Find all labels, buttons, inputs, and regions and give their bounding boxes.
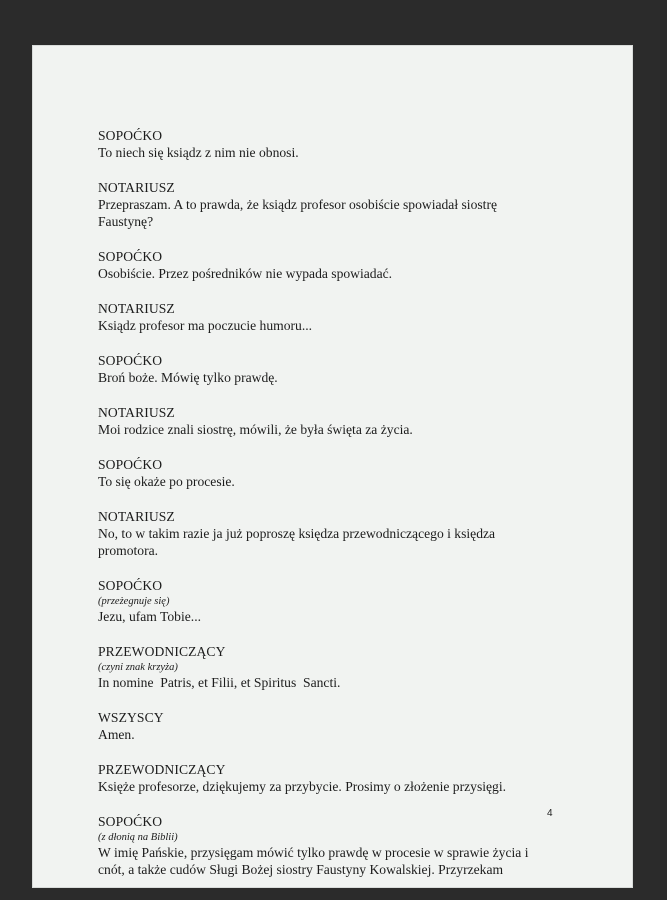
dialogue-block <box>98 404 538 438</box>
dialogue-block <box>98 127 538 161</box>
dialogue-block <box>98 248 538 282</box>
speaker-name: SOPOĆKO <box>98 457 163 472</box>
stage-direction: (z dłonią na Biblii) <box>98 832 178 843</box>
dialogue-line: Amen. <box>98 727 135 742</box>
speaker-name: SOPOĆKO <box>98 353 163 368</box>
speaker-name: PRZEWODNICZĄCY <box>98 644 226 659</box>
dialogue-line: Jezu, ufam Tobie... <box>98 609 201 624</box>
dialogue-line: To się okaże po procesie. <box>98 474 235 489</box>
speaker-name: SOPOĆKO <box>98 249 163 264</box>
script-text <box>98 127 538 896</box>
dialogue-line: Broń boże. Mówię tylko prawdę. <box>98 370 278 385</box>
dialogue-block <box>98 508 538 559</box>
dialogue-line: In nomine Patris, et Filii, et Spiritus Sancti. <box>98 675 341 690</box>
dialogue-line: Ksiądz profesor ma poczucie humoru... <box>98 318 313 333</box>
speaker-name: SOPOĆKO <box>98 128 163 143</box>
speaker-name: NOTARIUSZ <box>98 301 175 316</box>
dialogue-block <box>98 709 538 743</box>
dialogue-block <box>98 761 538 795</box>
speaker-name: SOPOĆKO <box>98 814 163 829</box>
dialogue-line: Księże profesorze, dziękujemy za przybycie. Prosimy o złożenie przysięgi. <box>98 779 507 794</box>
speaker-name: NOTARIUSZ <box>98 180 175 195</box>
speaker-name: WSZYSCY <box>98 710 164 725</box>
dialogue-block <box>98 643 538 691</box>
dialogue-block <box>98 352 538 386</box>
dialogue-line: No, to w takim razie ja już poproszę księdza przewodniczącego i księdza promotora. <box>98 526 496 558</box>
speaker-name: NOTARIUSZ <box>98 509 175 524</box>
dialogue-block <box>98 179 538 230</box>
stage-direction: (przeżegnuje się) <box>98 596 170 607</box>
dialogue-line: Moi rodzice znali siostrę, mówili, że była święta za życia. <box>98 422 413 437</box>
dialogue-line: Przepraszam. A to prawda, że ksiądz profesor osobiście spowiadał siostrę Faustynę? <box>98 197 498 229</box>
dialogue-line: To niech się ksiądz z nim nie obnosi. <box>98 145 299 160</box>
dialogue-block <box>98 456 538 490</box>
dialogue-line: W imię Pańskie, przysięgam mówić tylko prawdę w procesie w sprawie życia i cnót, a także cudów Sługi Bożej siostry Faustyny Kowalskiej. Przyrzekam <box>98 845 529 877</box>
speaker-name: SOPOĆKO <box>98 578 163 593</box>
dialogue-block <box>98 300 538 334</box>
dialogue-line: Osobiście. Przez pośredników nie wypada spowiadać. <box>98 266 393 281</box>
dialogue-block <box>98 577 538 625</box>
page-number: 4 <box>547 808 553 819</box>
dialogue-block <box>98 813 538 878</box>
speaker-name: NOTARIUSZ <box>98 405 175 420</box>
stage-direction: (czyni znak krzyża) <box>98 662 178 673</box>
speaker-name: PRZEWODNICZĄCY <box>98 762 226 777</box>
